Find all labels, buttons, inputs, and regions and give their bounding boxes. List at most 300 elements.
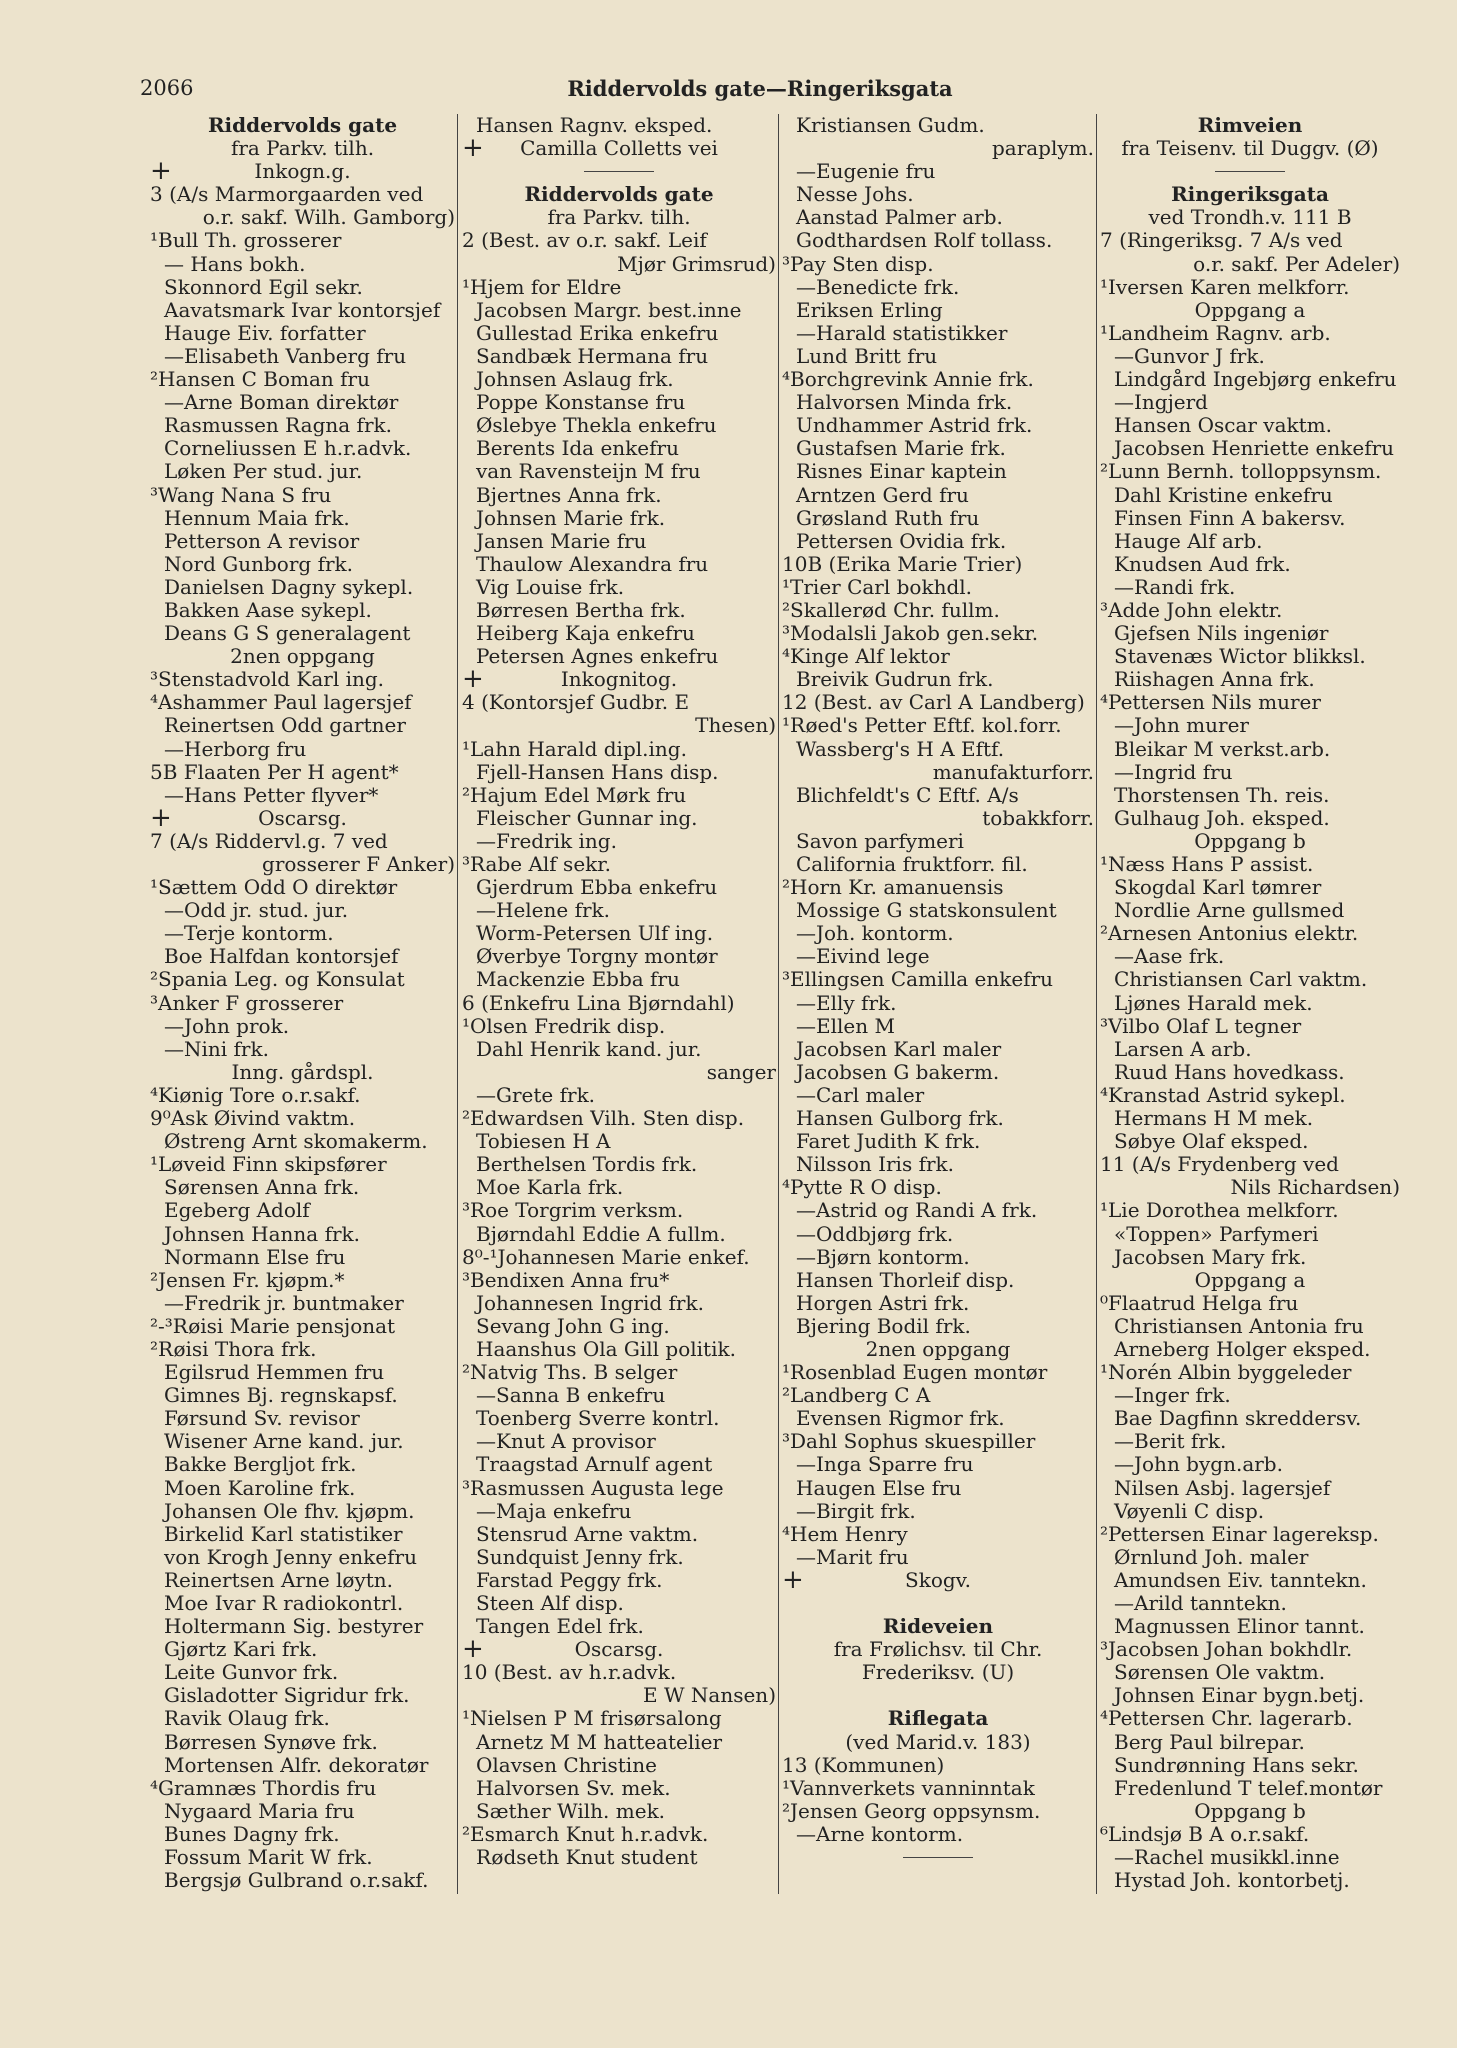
resident-entry: Ørnlund Joh. maler — [1114, 1545, 1309, 1569]
resident-entry: —Rachel musikkl.inne — [1114, 1846, 1340, 1870]
address-entry: ¹Rosenblad Eugen montør — [782, 1361, 1048, 1385]
address-entry: ²Natvig Ths. B selger — [462, 1361, 678, 1385]
resident-entry: —Arne kontorm. — [796, 1822, 964, 1846]
directory-columns — [140, 114, 1400, 2014]
address-entry: ¹Nielsen P M frisørsalong — [462, 1707, 722, 1731]
address-entry: ⁰Flaatrud Helga fru — [1100, 1291, 1299, 1315]
resident-entry: Stensrud Arne vaktm. — [476, 1522, 699, 1546]
entry-continuation: grosserer F Anker) — [262, 853, 455, 876]
resident-entry: Farstad Peggy frk. — [476, 1568, 663, 1592]
resident-entry: Lund Britt fru — [796, 344, 938, 368]
address-entry: ³Rabe Alf sekr. — [462, 853, 611, 876]
resident-entry: Aanstad Palmer arb. — [796, 206, 1003, 230]
resident-entry: —Nini frk. — [164, 1037, 269, 1061]
entry-continuation: Mjør Grimsrud) — [617, 252, 776, 276]
address-entry: ¹Røed's Petter Eftf. kol.forr. — [782, 714, 1062, 738]
resident-entry: —Elisabeth Vanberg fru — [164, 344, 407, 368]
resident-entry: Jansen Marie fru — [476, 529, 647, 553]
resident-entry: Hansen Ragnv. eksped. — [476, 114, 713, 137]
street-heading: Rimveien — [1197, 114, 1303, 137]
address-entry: ²Pettersen Einar lagereksp. — [1100, 1522, 1379, 1546]
address-entry: 3 (A/s Marmorgaarden ved — [150, 183, 424, 207]
address-entry: ¹Lie Dorothea melkforr. — [1100, 1199, 1339, 1223]
resident-entry: —Inga Sparre fru — [796, 1453, 974, 1477]
resident-entry: Nilsen Asbj. lagersjef — [1114, 1476, 1331, 1500]
street-heading: Riddervolds gate — [524, 183, 714, 207]
resident-entry: Tangen Edel frk. — [476, 1615, 644, 1639]
cross-marker-icon: + — [150, 806, 172, 830]
cross-street — [462, 668, 776, 691]
cross-street — [150, 807, 455, 830]
resident-entry: Wassberg's H A Eftf. — [796, 737, 1005, 761]
resident-entry: Skogdal Karl tømrer — [1114, 876, 1322, 900]
resident-entry: Bjertnes Anna frk. — [476, 483, 662, 507]
resident-entry: Pettersen Ovidia frk. — [796, 529, 1007, 553]
resident-entry: Jacobsen Margr. best.inne — [476, 298, 742, 322]
resident-entry: Dahl Kristine enkefru — [1114, 483, 1333, 507]
street-note: 2nen oppgang — [230, 645, 375, 669]
address-entry: 2 (Best. av o.r. sakf. Leif — [462, 229, 707, 253]
resident-entry: Sandbæk Hermana fru — [476, 344, 709, 368]
entry-continuation: paraplym. — [991, 137, 1094, 161]
street-note: fra Frølichsv. til Chr. — [833, 1638, 1043, 1662]
resident-entry: Sundquist Jenny frk. — [476, 1545, 684, 1569]
address-entry: ³Adde John elektr. — [1100, 598, 1283, 622]
resident-entry: —Knut A provisor — [476, 1430, 656, 1454]
resident-entry: Godthardsen Rolf tollass. — [796, 229, 1053, 253]
resident-entry: Amundsen Eiv. tanntekn. — [1114, 1568, 1367, 1592]
resident-entry: —Marit fru — [796, 1545, 909, 1569]
resident-entry: Tobiesen H A — [476, 1130, 611, 1154]
entry-continuation: manufakturforr. — [932, 760, 1094, 784]
address-entry: ³Anker F grosserer — [150, 991, 344, 1015]
resident-entry: Arntzen Gerd fru — [796, 483, 969, 507]
resident-entry: Ruud Hans hovedkass. — [1114, 1060, 1345, 1084]
address-entry: ¹Næss Hans P assist. — [1100, 853, 1314, 876]
cross-street — [782, 1569, 1094, 1592]
entry-continuation: Nils Richardsen) — [1230, 1176, 1400, 1200]
address-entry: ⁴Kinge Alf lektor — [782, 645, 950, 669]
resident-entry: Bakken Aase sykepl. — [164, 598, 372, 622]
address-entry: 10B (Erika Marie Trier) — [782, 552, 1023, 576]
resident-entry: Sæther Wilh. mek. — [476, 1799, 666, 1823]
cross-street-name: Camilla Colletts vei — [520, 137, 718, 161]
resident-entry: Deans G S generalagent — [164, 622, 411, 646]
address-entry: ³Rasmussen Augusta lege — [462, 1476, 724, 1500]
resident-entry: Normann Else fru — [164, 1245, 346, 1269]
resident-entry: Moe Ivar R radiokontrl. — [164, 1592, 404, 1615]
resident-entry: Egilsrud Hemmen fru — [164, 1361, 385, 1385]
column-divider — [1096, 114, 1097, 1894]
address-entry: ²Jensen Georg oppsynsm. — [782, 1799, 1041, 1823]
address-entry: ³Pay Sten disp. — [782, 252, 934, 276]
resident-entry: Sørensen Anna frk. — [164, 1176, 360, 1200]
resident-entry: Christiansen Carl vaktm. — [1114, 968, 1368, 992]
resident-entry: Hansen Gulborg frk. — [796, 1107, 1004, 1131]
address-entry: ⁶Lindsjø B A o.r.sakf. — [1100, 1822, 1310, 1846]
address-entry: 8⁰‑¹Johannesen Marie enkef. — [462, 1245, 750, 1269]
address-entry: ⁴Borchgrevink Annie frk. — [782, 368, 1034, 392]
resident-entry: Christiansen Antonia fru — [1114, 1314, 1364, 1338]
address-entry: ¹Landheim Ragnv. arb. — [1100, 321, 1331, 345]
resident-entry: Søbye Olaf eksped. — [1114, 1130, 1309, 1154]
street-heading: Riddervolds gate — [207, 114, 398, 137]
cross-street-name: Oscarsg. — [258, 806, 347, 830]
resident-entry: Finsen Finn A bakersv. — [1114, 506, 1346, 530]
resident-entry: —Harald statistikker — [796, 321, 1008, 345]
resident-entry: —Ingrid fru — [1114, 760, 1233, 784]
resident-entry: —Sanna B enkefru — [476, 1384, 666, 1408]
street-note: Oppgang a — [1194, 1268, 1306, 1292]
resident-entry: von Krogh Jenny enkefru — [164, 1545, 417, 1569]
resident-entry: Johannesen Ingrid frk. — [476, 1291, 704, 1315]
resident-entry: Breivik Gudrun frk. — [796, 668, 994, 692]
resident-entry: Øslebye Thekla enkefru — [476, 414, 717, 438]
resident-entry: Rasmussen Ragna frk. — [164, 414, 392, 438]
resident-entry: Thorstensen Th. reis. — [1114, 783, 1330, 807]
address-entry: ³Dahl Sophus skuespiller — [782, 1430, 1036, 1454]
resident-entry: —Inger frk. — [1114, 1384, 1231, 1408]
entry-continuation: Thesen) — [695, 714, 776, 738]
address-entry: ¹Trier Carl bokhdl. — [782, 575, 973, 599]
resident-entry: Horgen Astri frk. — [796, 1291, 970, 1315]
resident-entry: California fruktforr. fil. — [796, 853, 1028, 876]
resident-entry: Hansen Thorleif disp. — [796, 1268, 1015, 1292]
resident-entry: Savon parfymeri — [796, 829, 964, 853]
resident-entry: —Eivind lege — [796, 945, 930, 969]
address-entry: ²Hajum Edel Mørk fru — [462, 783, 687, 807]
page-number: 2066 — [140, 76, 194, 100]
resident-entry: —John murer — [1114, 714, 1249, 738]
resident-entry: Børresen Bertha frk. — [476, 598, 686, 622]
resident-entry: —Astrid og Randi A frk. — [796, 1199, 1038, 1223]
resident-entry: —Terje kontorm. — [164, 922, 334, 946]
resident-entry: Johnsen Aslaug frk. — [476, 368, 674, 392]
resident-entry: Vig Louise frk. — [476, 575, 625, 599]
address-entry: 10 (Best. av h.r.advk. — [462, 1661, 677, 1685]
resident-entry: Skonnord Egil sekr. — [164, 275, 363, 299]
resident-entry: —Grete frk. — [476, 1083, 596, 1107]
address-entry: ¹Norén Albin byggeleder — [1100, 1361, 1352, 1385]
resident-entry: Gimnes Bj. regnskapsf. — [164, 1384, 398, 1408]
resident-entry: «Toppen» Parfymeri — [1114, 1222, 1319, 1246]
resident-entry: Fredenlund T telef.montør — [1114, 1776, 1383, 1800]
resident-entry: Nygaard Maria fru — [164, 1799, 355, 1823]
column-divider — [778, 114, 779, 1894]
address-entry: ¹Lahn Harald dipl.ing. — [462, 737, 687, 761]
entry-continuation: o.r. sakf. Wilh. Gamborg) — [202, 206, 455, 230]
resident-entry: — Hans bokh. — [164, 252, 306, 276]
resident-entry: Nilsson Iris frk. — [796, 1153, 955, 1177]
section-rule — [782, 1846, 1094, 1869]
entry-continuation: E W Nansen) — [643, 1684, 776, 1708]
column-2 — [462, 114, 776, 1869]
resident-entry: Hennum Maia frk. — [164, 506, 350, 530]
street-note: Frederiksv. (U) — [861, 1661, 1015, 1685]
resident-entry: Nord Gunborg frk. — [164, 552, 354, 576]
resident-entry: Førsund Sv. revisor — [164, 1407, 360, 1431]
resident-entry: Undhammer Astrid frk. — [796, 414, 1033, 438]
resident-entry: —John bygn.arb. — [1114, 1453, 1283, 1477]
street-heading: Rideveien — [882, 1615, 994, 1639]
street-note: fra Teisenv. til Duggv. (Ø) — [1121, 137, 1379, 161]
resident-entry: Berents Ida enkefru — [476, 437, 679, 461]
resident-entry: Gjerdrum Ebba enkefru — [476, 876, 718, 900]
cross-street — [462, 137, 776, 160]
address-entry: ²Edwardsen Vilh. Sten disp. — [462, 1107, 745, 1131]
resident-entry: Larsen A arb. — [1114, 1037, 1252, 1061]
resident-entry: —Eugenie fru — [796, 160, 936, 184]
resident-entry: Fjell-Hansen Hans disp. — [476, 760, 719, 784]
resident-entry: Eriksen Erling — [796, 298, 943, 322]
entry-continuation: tobakkforr. — [982, 806, 1094, 830]
resident-entry: Sevang John G ing. — [476, 1314, 670, 1338]
resident-entry: Johnsen Einar bygn.betj. — [1114, 1684, 1365, 1708]
address-entry: ¹Sættem Odd O direktør — [150, 876, 398, 900]
resident-entry: Jacobsen Henriette enkefru — [1114, 437, 1395, 461]
resident-entry: Hauge Alf arb. — [1114, 529, 1263, 553]
resident-entry: Magnussen Elinor tannt. — [1114, 1615, 1365, 1639]
resident-entry: Mossige G statskonsulent — [796, 899, 1057, 923]
street-note: fra Parkv. tilh. — [230, 137, 375, 161]
resident-entry: Holtermann Sig. bestyrer — [164, 1615, 424, 1639]
resident-entry: —Ingjerd — [1114, 391, 1208, 415]
resident-entry: Halvorsen Sv. mek. — [476, 1776, 671, 1800]
column-1 — [150, 114, 455, 1892]
resident-entry: Østreng Arnt skomakerm. — [164, 1130, 428, 1154]
resident-entry: —Carl maler — [796, 1083, 925, 1107]
resident-entry: Grøsland Ruth fru — [796, 506, 980, 530]
resident-entry: Kristiansen Gudm. — [796, 114, 985, 137]
address-entry: ²Skallerød Chr. fullm. — [782, 598, 1000, 622]
address-entry: ²Arnesen Antonius elektr. — [1100, 922, 1359, 946]
resident-entry: Ravik Olaug frk. — [164, 1707, 330, 1731]
resident-entry: Thaulow Alexandra fru — [476, 552, 709, 576]
resident-entry: Johnsen Marie frk. — [476, 506, 666, 530]
cross-marker-icon: + — [462, 137, 484, 161]
resident-entry: Gustafsen Marie frk. — [796, 437, 1006, 461]
resident-entry: Arnetz M M hatteatelier — [476, 1730, 723, 1754]
street-note: Oppgang b — [1194, 1799, 1306, 1823]
address-entry: ³Vilbo Olaf L tegner — [1100, 1014, 1302, 1038]
resident-entry: Toenberg Sverre kontrl. — [476, 1407, 720, 1431]
resident-entry: —Berit frk. — [1114, 1430, 1227, 1454]
resident-entry: Fleischer Gunnar ing. — [476, 806, 698, 830]
street-note: Oppgang b — [1194, 829, 1306, 853]
address-entry: 7 (A/s Riddervl.g. 7 ved — [150, 829, 388, 853]
resident-entry: Poppe Konstanse fru — [476, 391, 686, 415]
address-entry: ²Røisi Thora frk. — [150, 1337, 317, 1361]
resident-entry: —Gunvor J frk. — [1114, 344, 1265, 368]
resident-entry: —Helene frk. — [476, 899, 611, 923]
resident-entry: Rødseth Knut student — [476, 1846, 698, 1870]
address-entry: ¹Iversen Karen melkforr. — [1100, 275, 1350, 299]
resident-entry: Danielsen Dagny sykepl. — [164, 575, 414, 599]
resident-entry: —Oddbjørg frk. — [796, 1222, 954, 1246]
street-note: Inng. gårdspl. — [231, 1060, 374, 1084]
address-entry: ⁴Ashammer Paul lagersjef — [150, 691, 412, 715]
resident-entry: Blichfeldt's C Eftf. A/s — [796, 783, 1019, 807]
resident-entry: Berg Paul bilrepar. — [1114, 1730, 1305, 1754]
address-entry: ¹Olsen Fredrik disp. — [462, 1014, 666, 1038]
resident-entry: Øverbye Torgny montør — [476, 945, 718, 969]
address-entry: ³Jacobsen Johan bokhdlr. — [1100, 1638, 1353, 1662]
address-entry: 12 (Best. av Carl A Landberg) — [782, 691, 1085, 715]
resident-entry: Petersen Agnes enkefru — [476, 645, 719, 669]
address-entry: ³Wang Nana S fru — [150, 483, 332, 507]
resident-entry: Riishagen Anna frk. — [1114, 668, 1315, 692]
resident-entry: —John prok. — [164, 1014, 290, 1038]
cross-street — [462, 1638, 776, 1661]
resident-entry: Leite Gunvor frk. — [164, 1661, 339, 1685]
cross-marker-icon: + — [462, 668, 484, 692]
address-entry: ⁴Kiønig Tore o.r.sakf. — [150, 1083, 361, 1107]
spacer — [782, 1592, 1094, 1615]
resident-entry: van Ravensteijn M fru — [476, 460, 701, 484]
resident-entry: Nesse Johs. — [796, 183, 914, 207]
resident-entry: —Benedicte frk. — [796, 275, 960, 299]
resident-entry: Mortensen Alfr. dekoratør — [164, 1753, 429, 1777]
resident-entry: Wisener Arne kand. jur. — [164, 1430, 404, 1454]
address-entry: ²‑³Røisi Marie pensjonat — [150, 1314, 396, 1338]
resident-entry: Jacobsen G bakerm. — [796, 1060, 1000, 1084]
resident-entry: —Arne Boman direktør — [164, 391, 399, 415]
cross-street — [150, 160, 455, 183]
column-divider — [457, 114, 458, 1894]
address-entry: ³Bendixen Anna fru* — [462, 1268, 670, 1292]
resident-entry: Bae Dagfinn skreddersv. — [1114, 1407, 1362, 1431]
resident-entry: Arneberg Holger eksped. — [1114, 1337, 1371, 1361]
address-entry: ²Spania Leg. og Konsulat — [150, 968, 405, 992]
address-entry: ¹Løveid Finn skipsfører — [150, 1153, 387, 1177]
resident-entry: Worm-Petersen Ulf ing. — [476, 922, 714, 946]
resident-entry: Gjørtz Kari frk. — [164, 1638, 318, 1662]
resident-entry: —Birgit frk. — [796, 1499, 916, 1523]
page-header — [140, 70, 1380, 110]
address-entry: 6 (Enkefru Lina Bjørndahl) — [462, 991, 735, 1015]
resident-entry: Haanshus Ola Gill politik. — [476, 1337, 736, 1361]
address-entry: ²Horn Kr. amanuensis — [782, 876, 1004, 900]
resident-entry: Gullestad Erika enkefru — [476, 321, 719, 345]
address-entry: ⁴Pytte R O disp. — [782, 1176, 942, 1200]
resident-entry: Nordlie Arne gullsmed — [1114, 899, 1345, 923]
resident-entry: Knudsen Aud frk. — [1114, 552, 1291, 576]
resident-entry: —Randi frk. — [1114, 575, 1236, 599]
address-entry: ²Landberg C A — [782, 1384, 931, 1408]
resident-entry: Moen Karoline frk. — [164, 1476, 356, 1500]
resident-entry: Bleikar M verkst.arb. — [1114, 737, 1331, 761]
cross-street-name: Oscarsg. — [574, 1638, 664, 1662]
cross-street-name: Inkognitog. — [560, 668, 678, 692]
resident-entry: Børresen Synøve frk. — [164, 1730, 378, 1754]
entry-continuation: o.r. sakf. Per Adeler) — [1193, 252, 1400, 276]
resident-entry: Egeberg Adolf — [164, 1199, 310, 1223]
resident-entry: Gulhaug Joh. eksped. — [1114, 806, 1330, 830]
resident-entry: Johnsen Hanna frk. — [164, 1222, 361, 1246]
resident-entry: Hauge Eiv. forfatter — [164, 321, 366, 345]
running-head: Riddervolds gate—Ringeriksgata — [567, 76, 953, 101]
resident-entry: Hermans H M mek. — [1114, 1107, 1314, 1131]
resident-entry: Birkelid Karl statistiker — [164, 1522, 403, 1546]
resident-entry: Olavsen Christine — [476, 1753, 657, 1777]
address-entry: ²Lunn Bernh. tolloppsynsm. — [1100, 460, 1382, 484]
cross-marker-icon: + — [782, 1568, 804, 1592]
resident-entry: —Elly frk. — [796, 991, 897, 1015]
resident-entry: Ljønes Harald mek. — [1114, 991, 1313, 1015]
street-note: fra Parkv. tilh. — [547, 206, 691, 230]
resident-entry: Bergsjø Gulbrand o.r.sakf. — [164, 1869, 429, 1893]
address-entry: ²Jensen Fr. kjøpm.* — [150, 1268, 345, 1292]
resident-entry: Vøyenli C disp. — [1114, 1499, 1265, 1523]
resident-entry: Jacobsen Karl maler — [796, 1037, 1002, 1061]
resident-entry: Evensen Rigmor frk. — [796, 1407, 1005, 1431]
section-rule — [462, 160, 776, 183]
resident-entry: Boe Halfdan kontorsjef — [164, 945, 399, 969]
cross-marker-icon: + — [150, 160, 172, 184]
resident-entry: Moe Karla frk. — [476, 1176, 624, 1200]
resident-entry: Hansen Oscar vaktm. — [1114, 414, 1332, 438]
resident-entry: —Bjørn kontorm. — [796, 1245, 970, 1269]
resident-entry: —Fredrik jr. buntmaker — [164, 1291, 404, 1315]
resident-entry: Gisladotter Sigridur frk. — [164, 1684, 410, 1708]
address-entry: ⁴Kranstad Astrid sykepl. — [1100, 1083, 1346, 1107]
resident-entry: Reinertsen Odd gartner — [164, 714, 406, 738]
resident-entry: Løken Per stud. jur. — [164, 460, 363, 484]
resident-entry: Sundrønning Hans sekr. — [1114, 1753, 1359, 1777]
column-3 — [782, 114, 1094, 1869]
spacer — [782, 1684, 1094, 1707]
address-entry: 5B Flaaten Per H agent* — [150, 760, 399, 784]
resident-entry: —Odd jr. stud. jur. — [164, 899, 349, 923]
resident-entry: Johansen Ole fhv. kjøpm. — [164, 1499, 415, 1523]
address-entry: ³Modalsli Jakob gen.sekr. — [782, 622, 1039, 646]
resident-entry: Mackenzie Ebba fru — [476, 968, 680, 992]
address-entry: ³Roe Torgrim verksm. — [462, 1199, 684, 1223]
resident-entry: Berthelsen Tordis frk. — [476, 1153, 698, 1177]
resident-entry: Risnes Einar kaptein — [796, 460, 1007, 484]
resident-entry: Lindgård Ingebjørg enkefru — [1114, 368, 1397, 392]
address-entry: ¹Hjem for Eldre — [462, 275, 622, 299]
resident-entry: —Aase frk. — [1114, 945, 1225, 969]
resident-entry: —Hans Petter flyver* — [164, 783, 379, 807]
resident-entry: —Ellen M — [796, 1014, 895, 1038]
resident-entry: Dahl Henrik kand. jur. — [476, 1037, 702, 1061]
resident-entry: Bunes Dagny frk. — [164, 1822, 340, 1846]
address-entry: 11 (A/s Frydenberg ved — [1100, 1153, 1339, 1177]
resident-entry: Gjefsen Nils ingeniør — [1114, 622, 1329, 646]
street-heading: Riflegata — [887, 1707, 989, 1731]
address-entry: ⁴Pettersen Chr. lagerarb. — [1100, 1707, 1353, 1731]
address-entry: ⁴Hem Henry — [782, 1522, 908, 1546]
resident-entry: Jacobsen Mary frk. — [1114, 1245, 1307, 1269]
cross-street-name: Inkogn.g. — [254, 160, 351, 184]
section-rule — [1100, 160, 1400, 183]
address-entry: ¹Vannverkets vanninntak — [782, 1776, 1035, 1800]
address-entry: 4 (Kontorsjef Gudbr. E — [462, 691, 690, 715]
cross-street-name: Skogv. — [905, 1568, 971, 1592]
resident-entry: Stavenæs Wictor blikksl. — [1114, 645, 1366, 669]
resident-entry: Hystad Joh. kontorbetj. — [1114, 1869, 1350, 1893]
resident-entry: —Arild tanntekn. — [1114, 1592, 1287, 1615]
address-entry: 9⁰Ask Øivind vaktm. — [150, 1107, 356, 1131]
resident-entry: Corneliussen E h.r.advk. — [164, 437, 412, 461]
resident-entry: Bjering Bodil frk. — [796, 1314, 971, 1338]
address-entry: ²Hansen C Boman fru — [150, 368, 370, 392]
address-entry: ²Esmarch Knut h.r.advk. — [462, 1822, 709, 1846]
address-entry: 7 (Ringeriksg. 7 A/s ved — [1100, 229, 1343, 253]
address-entry: ³Ellingsen Camilla enkefru — [782, 968, 1054, 992]
cross-marker-icon: + — [462, 1638, 484, 1662]
